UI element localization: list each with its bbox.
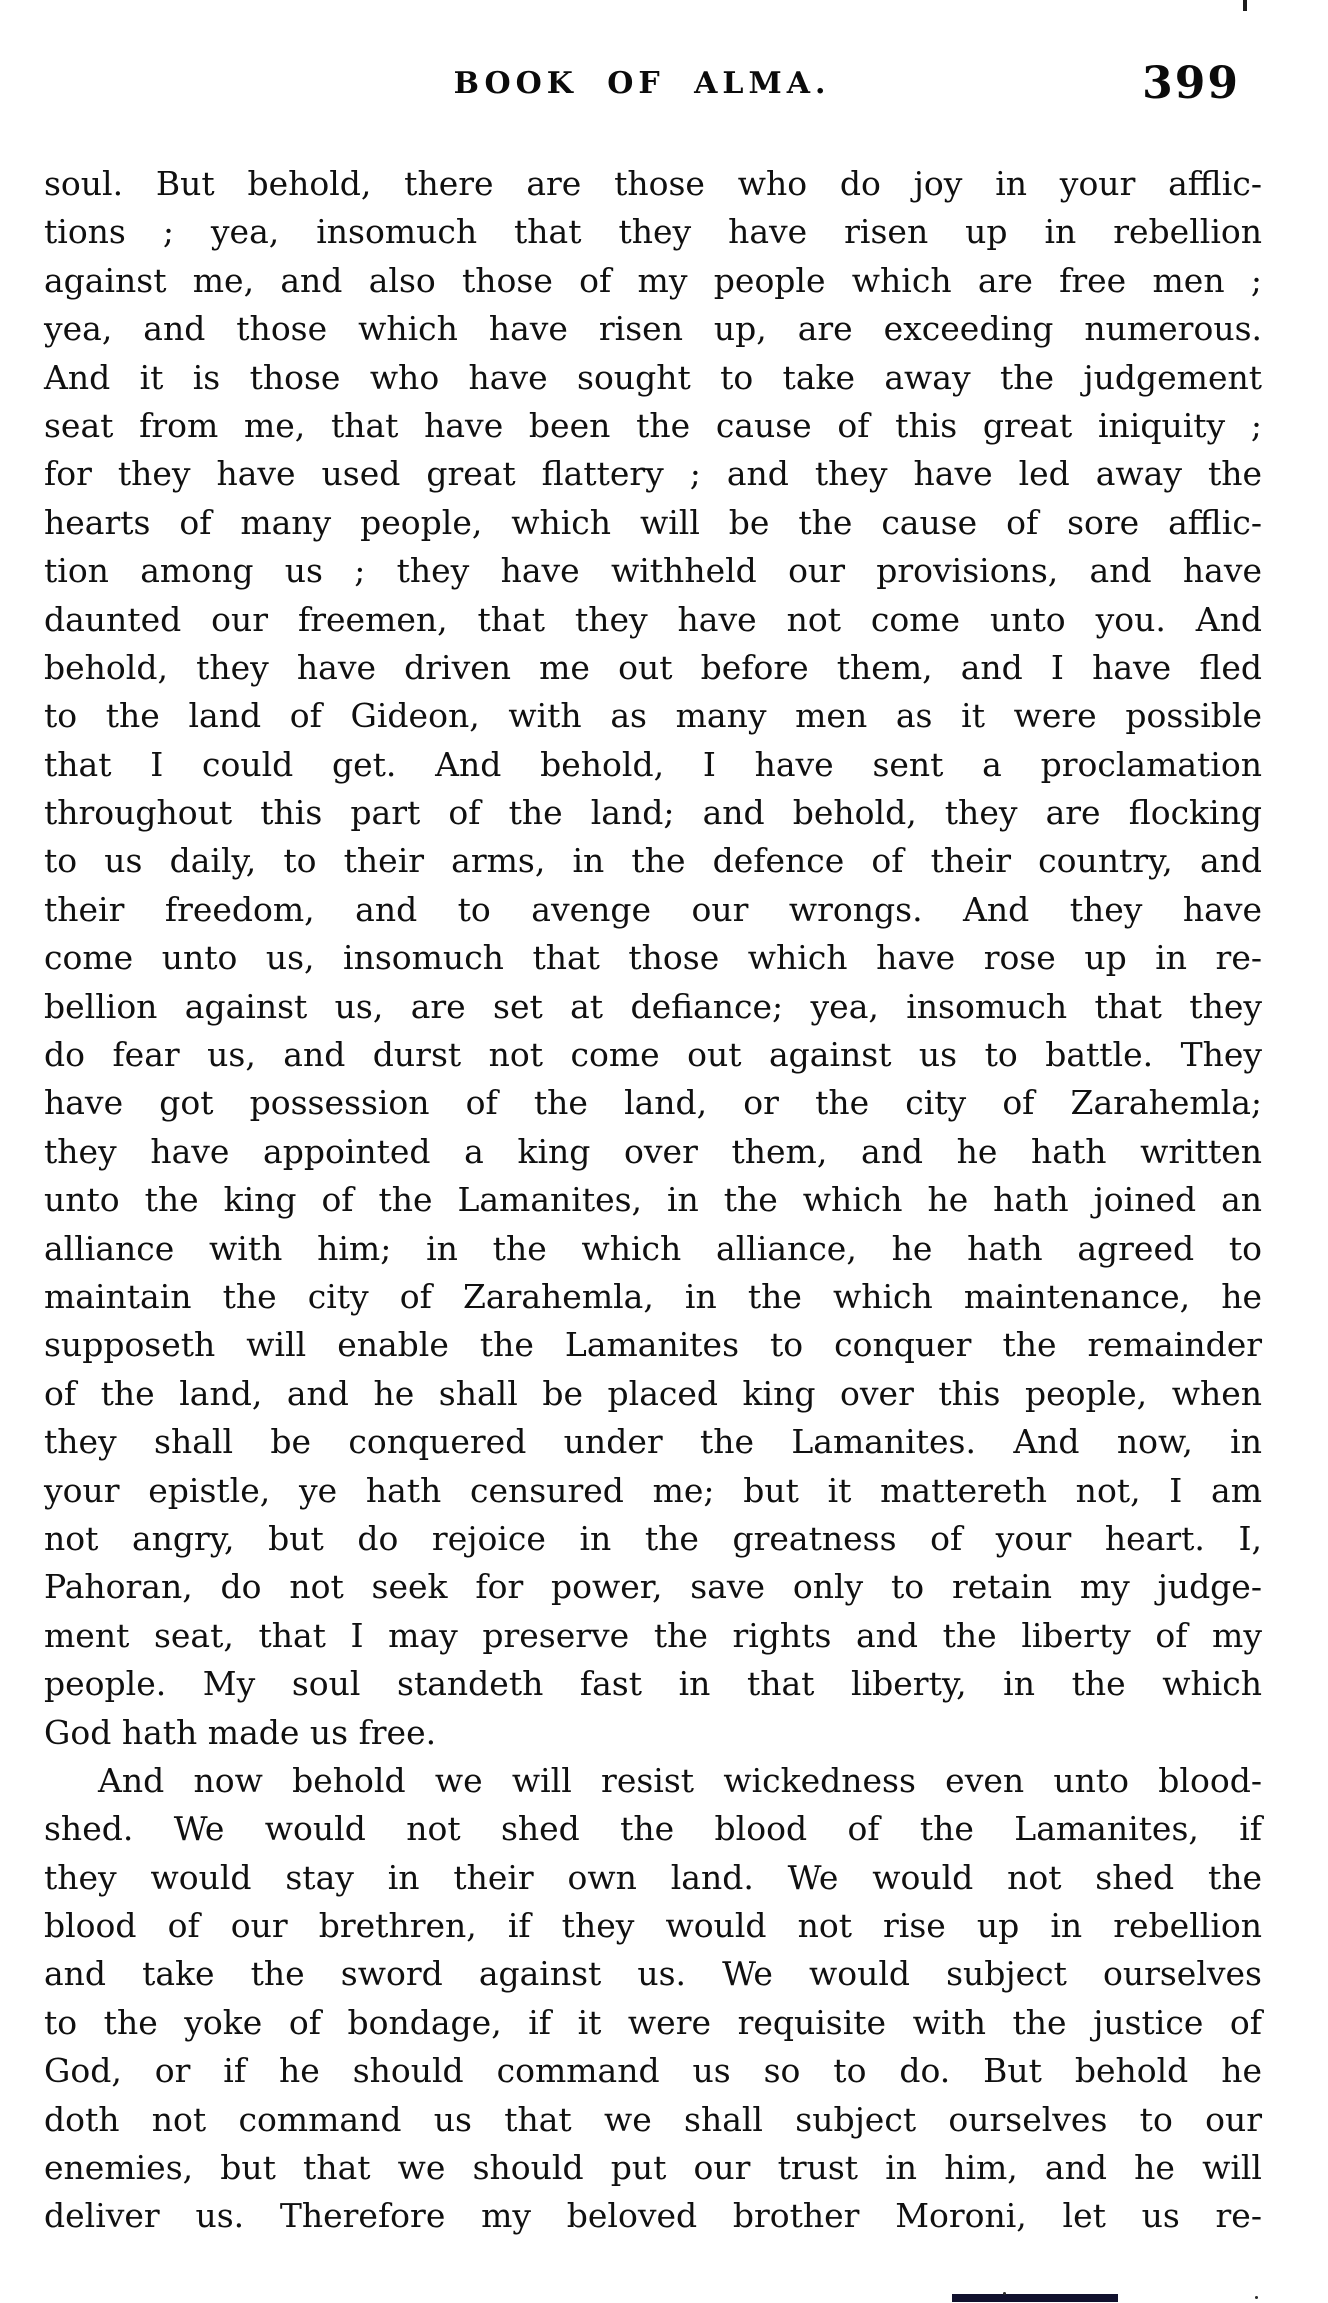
- text-line: behold, they have driven me out before them, and I have fled: [44, 647, 1262, 687]
- text-line: doth not command us that we shall subject ourselves to our: [44, 2099, 1262, 2139]
- text-line: to the land of Gideon, with as many men as it were possible: [44, 696, 1262, 736]
- text-line: daunted our freemen, that they have not come unto you. And: [44, 599, 1262, 639]
- scan-artifact-bottom-edge: [952, 2294, 1118, 2302]
- text-line: supposeth will enable the Lamanites to conquer the remainder: [44, 1325, 1262, 1365]
- text-line: and take the sword against us. We would subject ourselves: [44, 1954, 1262, 1994]
- text-line: they would stay in their own land. We would not shed the: [44, 1857, 1262, 1897]
- text-line: throughout this part of the land; and behold, they are flocking: [44, 793, 1262, 833]
- text-line: tions ; yea, insomuch that they have risen up in rebellion: [44, 212, 1262, 252]
- text-line: against me, and also those of my people which are free men ;: [44, 260, 1262, 300]
- text-line: they shall be conquered under the Lamanites. And now, in: [44, 1422, 1262, 1462]
- text-line: And it is those who have sought to take away the judgement: [44, 357, 1262, 397]
- text-line: come unto us, insomuch that those which have rose up in re-: [44, 938, 1262, 978]
- text-line: people. My soul standeth fast in that liberty, in the which: [44, 1664, 1262, 1704]
- text-line: bellion against us, are set at defiance; yea, insomuch that they: [44, 986, 1262, 1026]
- text-line: Pahoran, do not seek for power, save only to retain my judge-: [44, 1567, 1262, 1607]
- text-line: maintain the city of Zarahemla, in the which maintenance, he: [44, 1276, 1262, 1316]
- text-line: ment seat, that I may preserve the rights and the liberty of my: [44, 1615, 1262, 1655]
- text-line: not angry, but do rejoice in the greatness of your heart. I,: [44, 1518, 1262, 1558]
- text-line: have got possession of the land, or the city of Zarahemla;: [44, 1083, 1262, 1123]
- text-line: enemies, but that we should put our trust in him, and he will: [44, 2148, 1262, 2188]
- text-line: yea, and those which have risen up, are exceeding numerous.: [44, 309, 1262, 349]
- text-line: tion among us ; they have withheld our provisions, and have: [44, 551, 1262, 591]
- text-line: deliver us. Therefore my beloved brother Moroni, let us re-: [44, 2196, 1262, 2236]
- scan-artifact-top-edge: [1243, 0, 1247, 11]
- scan-speck: [1003, 2292, 1006, 2295]
- text-line: blood of our brethren, if they would not rise up in rebellion: [44, 1906, 1262, 1946]
- scan-speck: [1255, 2296, 1258, 2299]
- text-line: God, or if he should command us so to do. But behold he: [44, 2051, 1262, 2091]
- text-line-paragraph-start: And now behold we will resist wickedness even unto blood-: [98, 1760, 1262, 1800]
- text-line: unto the king of the Lamanites, in the which he hath joined an: [44, 1180, 1262, 1220]
- page-header: [0, 58, 1328, 122]
- text-line: your epistle, ye hath censured me; but it mattereth not, I am: [44, 1470, 1262, 1510]
- page-number: 399: [1142, 58, 1240, 109]
- text-line: do fear us, and durst not come out against us to battle. They: [44, 1035, 1262, 1075]
- text-line: to us daily, to their arms, in the defence of their country, and: [44, 841, 1262, 881]
- text-line-paragraph-end: God hath made us free.: [44, 1712, 437, 1752]
- text-line: hearts of many people, which will be the cause of sore afflic-: [44, 502, 1262, 542]
- text-line: for they have used great flattery ; and they have led away the: [44, 454, 1262, 494]
- running-head-title: BOOK OF ALMA.: [453, 66, 831, 101]
- text-line: alliance with him; in the which alliance, he hath agreed to: [44, 1228, 1262, 1268]
- body-text: [44, 160, 1262, 2241]
- text-line: soul. But behold, there are those who do joy in your afflic-: [44, 164, 1262, 203]
- text-line: seat from me, that have been the cause of this great iniquity ;: [44, 405, 1262, 445]
- text-line: to the yoke of bondage, if it were requisite with the justice of: [44, 2002, 1262, 2042]
- text-line: that I could get. And behold, I have sent a proclamation: [44, 744, 1262, 784]
- text-line: their freedom, and to avenge our wrongs. And they have: [44, 889, 1262, 929]
- text-line: they have appointed a king over them, and he hath written: [44, 1131, 1262, 1171]
- text-line: of the land, and he shall be placed king over this people, when: [44, 1373, 1262, 1413]
- text-line: shed. We would not shed the blood of the Lamanites, if: [44, 1809, 1262, 1849]
